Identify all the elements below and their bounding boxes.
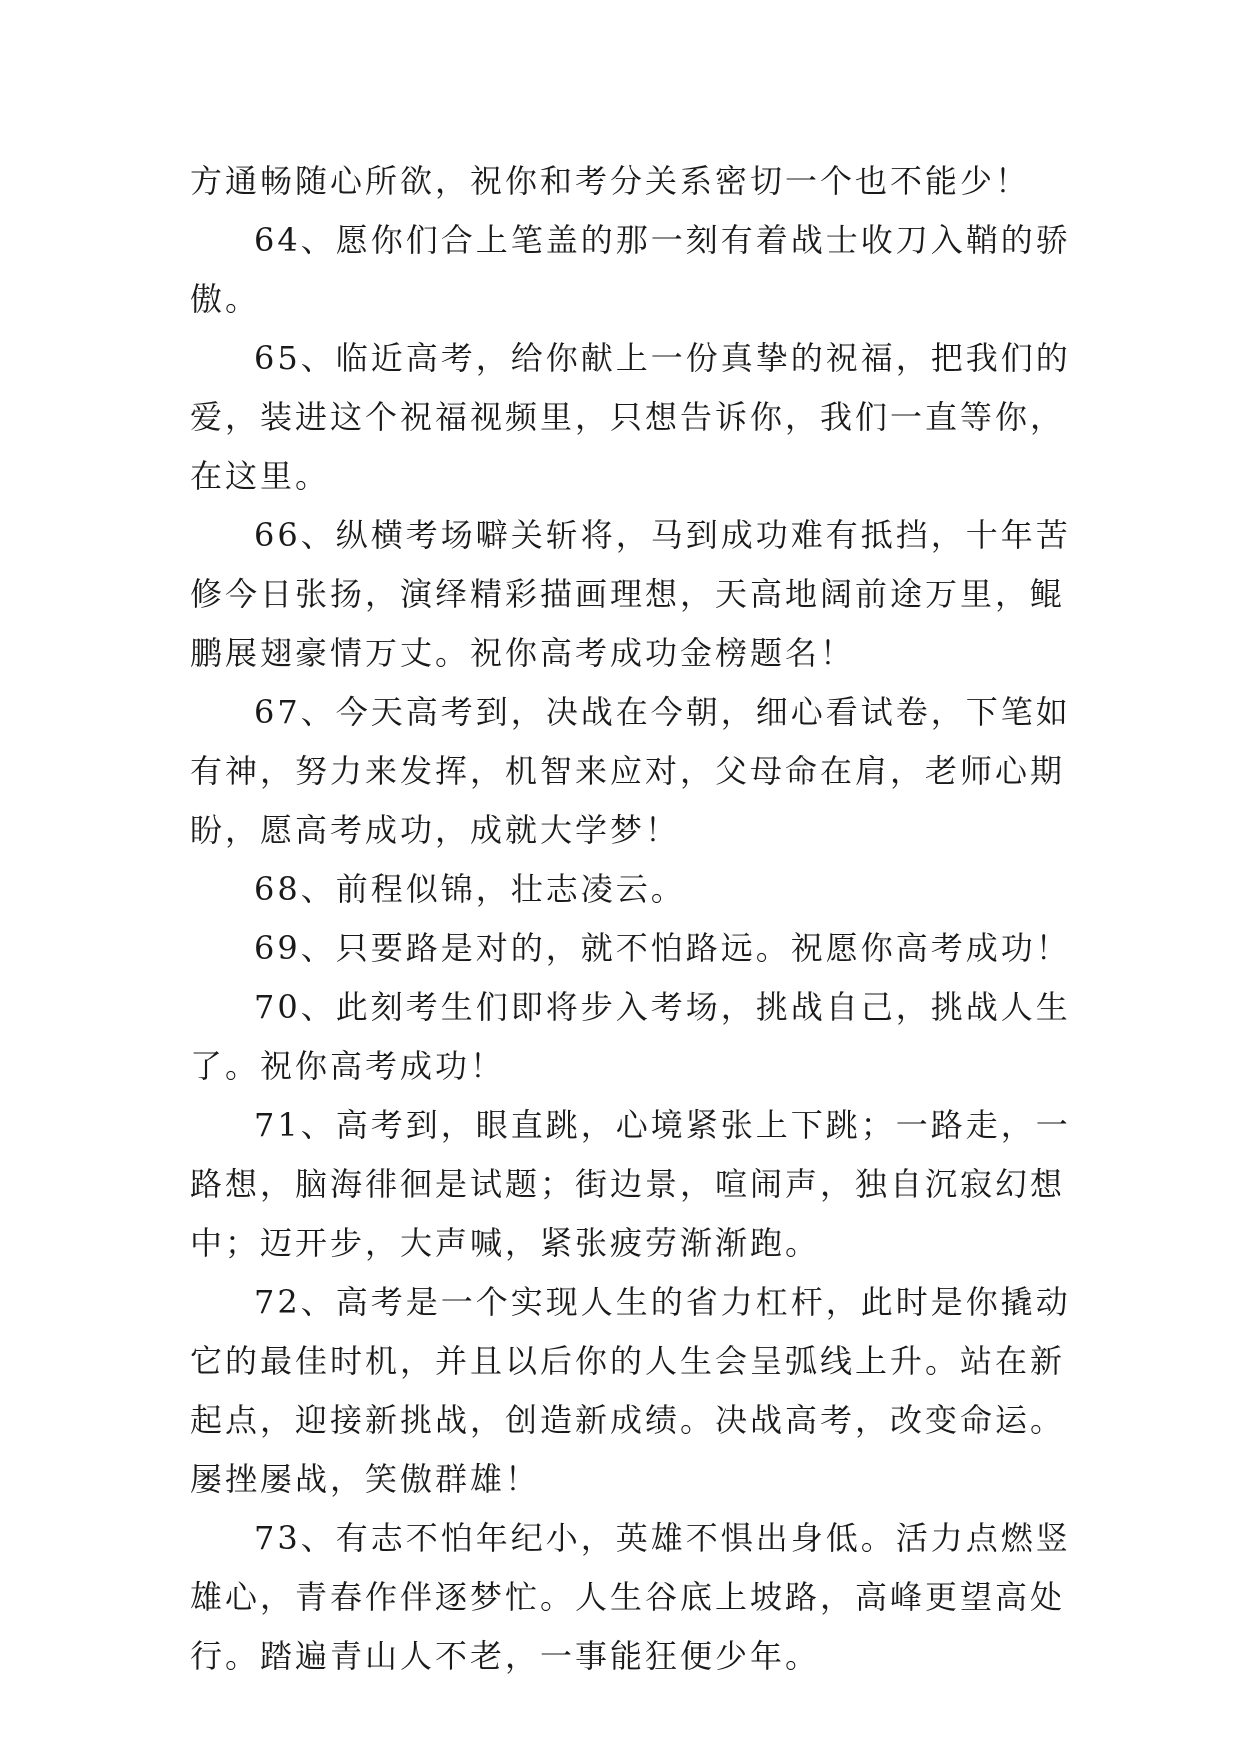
paragraph-70: 70、此刻考生们即将步入考场，挑战自己，挑战人生了。祝你高考成功！ — [190, 988, 1071, 1085]
paragraph-66: 66、纵横考场噼关斩将，马到成功难有抵挡，十年苦修今日张扬，演绎精彩描画理想，天高地阔前途万里，鲲鹏展翅豪情万丈。祝你高考成功金榜题名！ — [190, 516, 1071, 672]
document-body — [190, 152, 1090, 1686]
paragraph-67: 67、今天高考到，决战在今朝，细心看试卷，下笔如有神，努力来发挥，机智来应对，父母命在肩，老师心期盼，愿高考成功，成就大学梦！ — [190, 693, 1071, 849]
paragraph-continuation: 方通畅随心所欲，祝你和考分关系密切一个也不能少！ — [190, 162, 1031, 200]
paragraph-64: 64、愿你们合上笔盖的那一刻有着战士收刀入鞘的骄傲。 — [190, 221, 1071, 318]
paragraph-69: 69、只要路是对的，就不怕路远。祝愿你高考成功！ — [254, 929, 1071, 967]
paragraph-72: 72、高考是一个实现人生的省力杠杆，此时是你撬动它的最佳时机，并且以后你的人生会呈弧线上升。站在新起点，迎接新挑战，创造新成绩。决战高考，改变命运。屡挫屡战，笑傲群雄！ — [190, 1283, 1071, 1498]
paragraph-68: 68、前程似锦，壮志凌云。 — [254, 870, 686, 908]
paragraph-65: 65、临近高考，给你献上一份真挚的祝福，把我们的爱，装进这个祝福视频里，只想告诉你，我们一直等你，在这里。 — [190, 339, 1071, 495]
paragraph-71: 71、高考到，眼直跳，心境紧张上下跳；一路走，一路想，脑海徘徊是试题；街边景，喧闹声，独自沉寂幻想中；迈开步，大声喊，紧张疲劳渐渐跑。 — [190, 1106, 1071, 1262]
paragraph-73: 73、有志不怕年纪小，英雄不惧出身低。活力点燃竖雄心，青春作伴逐梦忙。人生谷底上坡路，高峰更望高处行。踏遍青山人不老，一事能狂便少年。 — [190, 1519, 1071, 1675]
